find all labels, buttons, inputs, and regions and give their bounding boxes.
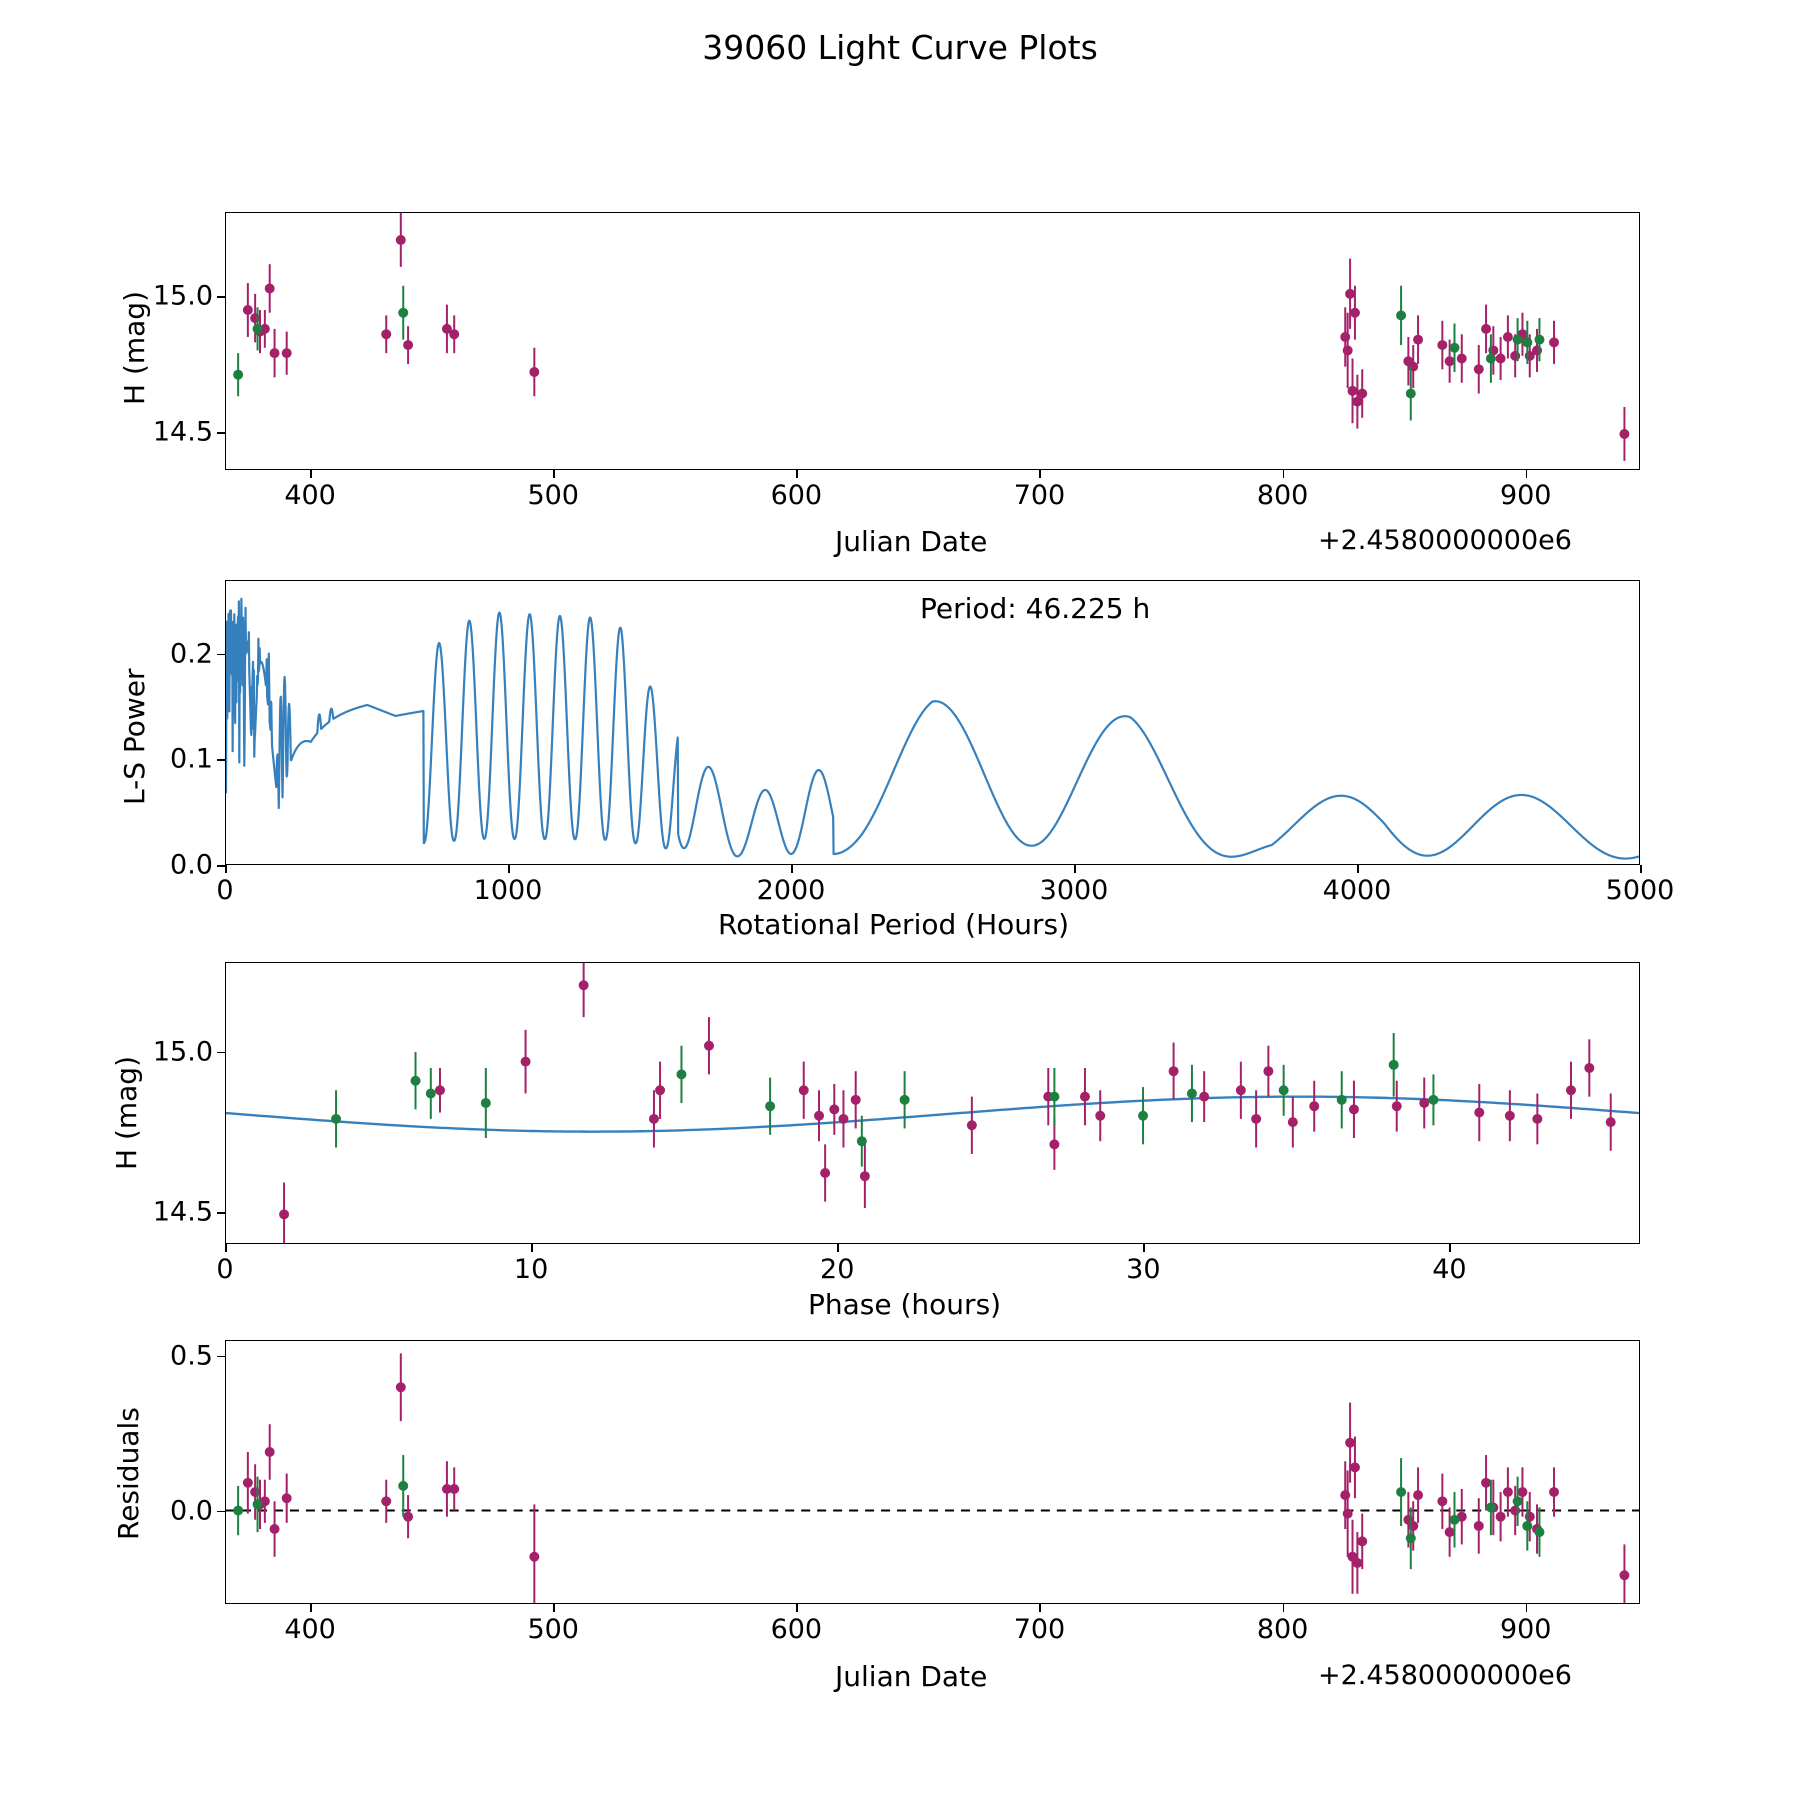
x-tick-mark (1074, 865, 1076, 873)
y-tick-label: 0.2 (170, 638, 213, 670)
data-series-survey-a (243, 1353, 1630, 1603)
phase-folded-ylabel: H (mag) (110, 1055, 143, 1170)
lightcurve-raw-plot (226, 213, 1639, 469)
y-tick-label: 14.5 (152, 1196, 213, 1228)
residuals-axes (225, 1340, 1640, 1604)
y-tick-mark (217, 865, 225, 867)
y-tick-mark (217, 1212, 225, 1214)
x-tick-mark (837, 1244, 839, 1252)
x-tick-label: 3000 (1039, 875, 1109, 906)
x-tick-mark (1039, 1604, 1041, 1612)
y-tick-mark (217, 296, 225, 298)
x-tick-label: 900 (1499, 1614, 1552, 1645)
x-tick-label: 4000 (1322, 875, 1392, 906)
lightcurve-raw-ylabel: H (mag) (118, 290, 151, 405)
x-tick-mark (225, 1244, 227, 1252)
periodogram-xlabel: Rotational Period (Hours) (718, 908, 1070, 941)
y-tick-mark (217, 759, 225, 761)
x-tick-label: 400 (284, 480, 336, 511)
x-tick-label: 10 (513, 1254, 549, 1285)
x-tick-mark (531, 1244, 533, 1252)
lightcurve-raw-xoffset: +2.4580000000e6 (1318, 525, 1572, 556)
y-tick-label: 0.0 (170, 1495, 213, 1527)
x-tick-mark (791, 865, 793, 873)
x-tick-mark (310, 470, 312, 478)
phase-folded-axes (225, 962, 1640, 1244)
data-series-survey-a (279, 963, 1616, 1243)
residuals-xoffset: +2.4580000000e6 (1318, 1660, 1572, 1691)
x-tick-mark (1526, 1604, 1528, 1612)
x-tick-mark (1640, 865, 1642, 873)
x-tick-label: 30 (1126, 1254, 1161, 1285)
x-tick-mark (225, 865, 227, 873)
data-series-survey-a (243, 213, 1630, 461)
x-tick-mark (1526, 470, 1528, 478)
x-tick-label: 700 (1013, 1614, 1066, 1645)
residuals-xlabel: Julian Date (835, 1660, 988, 1693)
x-tick-mark (508, 865, 510, 873)
phase-folded-plot (226, 963, 1639, 1243)
x-tick-label: 2000 (756, 875, 826, 906)
periodogram-ylabel: L-S Power (118, 668, 151, 805)
figure-title: 39060 Light Curve Plots (702, 28, 1098, 67)
residuals-plot (226, 1341, 1639, 1603)
x-tick-label: 0 (216, 875, 234, 906)
lightcurve-raw-xlabel: Julian Date (835, 525, 988, 558)
x-tick-label: 700 (1013, 480, 1066, 511)
residuals-ylabel: Residuals (112, 1407, 145, 1540)
x-tick-mark (796, 470, 798, 478)
lightcurve-raw-axes (225, 212, 1640, 470)
x-tick-mark (1283, 470, 1285, 478)
x-tick-label: 800 (1256, 1614, 1309, 1645)
x-tick-label: 400 (284, 1614, 336, 1645)
x-tick-mark (553, 1604, 555, 1612)
y-tick-mark (217, 1356, 225, 1358)
data-series-survey-b (331, 1033, 1438, 1167)
x-tick-mark (1143, 1244, 1145, 1252)
x-tick-label: 500 (527, 480, 579, 511)
x-tick-label: 5000 (1605, 875, 1675, 906)
period-annotation: Period: 46.225 h (920, 592, 1151, 625)
y-tick-label: 15.0 (152, 280, 213, 312)
x-tick-label: 20 (820, 1254, 855, 1285)
y-tick-label: 0.5 (170, 1340, 213, 1372)
y-tick-label: 0.1 (170, 743, 213, 775)
x-tick-label: 500 (527, 1614, 579, 1645)
y-tick-label: 15.0 (152, 1036, 213, 1068)
y-tick-mark (217, 432, 225, 434)
y-tick-mark (217, 1052, 225, 1054)
x-tick-mark (1039, 470, 1041, 478)
x-tick-mark (1357, 865, 1359, 873)
x-tick-mark (310, 1604, 312, 1612)
x-tick-mark (796, 1604, 798, 1612)
x-tick-mark (1283, 1604, 1285, 1612)
x-tick-label: 600 (770, 1614, 823, 1645)
y-tick-mark (217, 1511, 225, 1513)
x-tick-label: 1000 (473, 875, 543, 906)
x-tick-label: 0 (216, 1254, 234, 1285)
x-tick-label: 900 (1499, 480, 1552, 511)
y-tick-label: 0.0 (170, 849, 213, 881)
phase-folded-xlabel: Phase (hours) (808, 1288, 1002, 1321)
x-tick-label: 800 (1256, 480, 1309, 511)
x-tick-label: 40 (1432, 1254, 1467, 1285)
y-tick-mark (217, 654, 225, 656)
x-tick-mark (1449, 1244, 1451, 1252)
x-tick-label: 600 (770, 480, 823, 511)
x-tick-mark (553, 470, 555, 478)
y-tick-label: 14.5 (152, 416, 213, 448)
